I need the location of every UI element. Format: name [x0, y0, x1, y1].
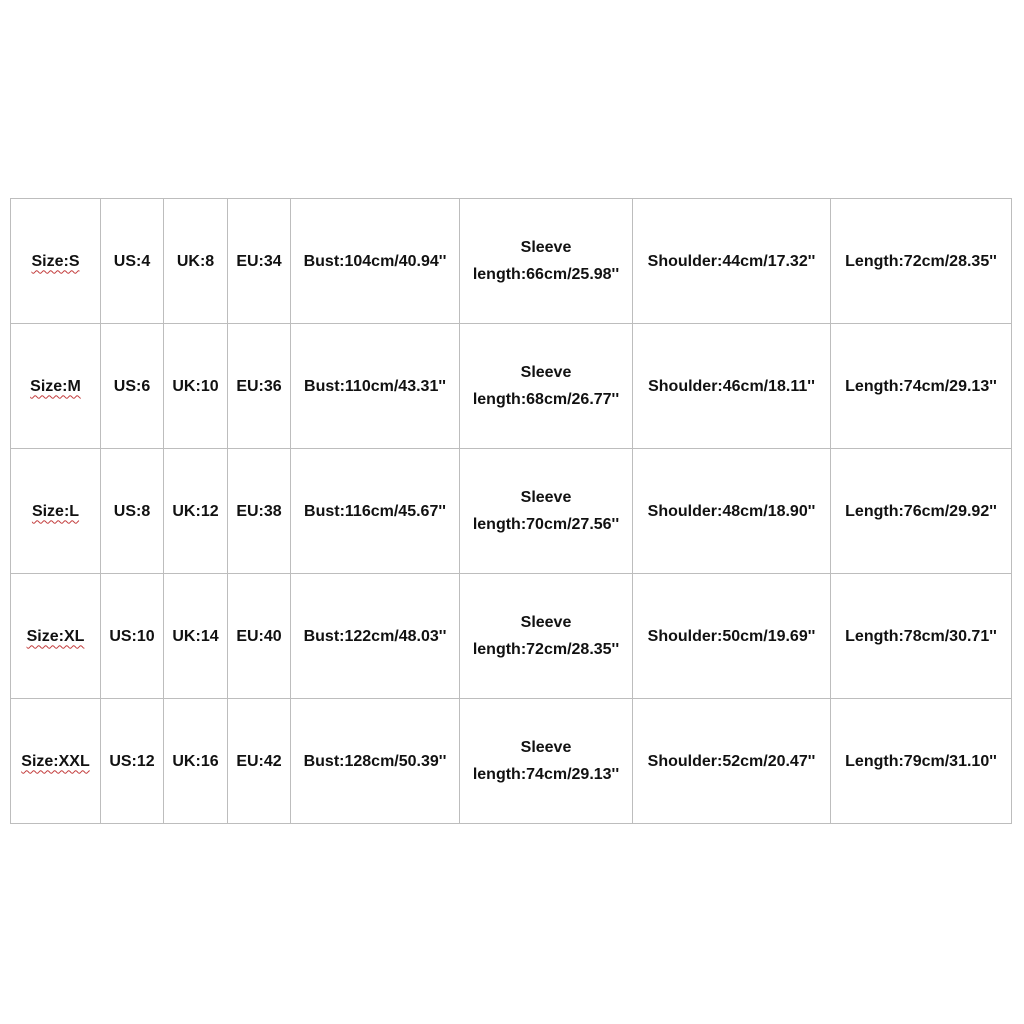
length-cell: Length:72cm/28.35'': [831, 199, 1012, 324]
size-chart-table: [10, 198, 1012, 824]
uk-size-cell: UK:10: [164, 324, 228, 449]
bust-cell: Bust:128cm/50.39'': [291, 699, 460, 824]
size-cell: [11, 449, 101, 574]
length-cell: Length:79cm/31.10'': [831, 699, 1012, 824]
eu-size-cell: EU:36: [228, 324, 291, 449]
uk-size-cell: UK:16: [164, 699, 228, 824]
sleeve-length-cell: [460, 199, 633, 324]
sleeve-label: Sleeve: [520, 489, 572, 506]
uk-size-cell: UK:14: [164, 574, 228, 699]
bust-cell: Bust:116cm/45.67'': [291, 449, 460, 574]
sleeve-length-cell: [460, 699, 633, 824]
shoulder-cell: Shoulder:52cm/20.47'': [633, 699, 831, 824]
sleeve-value: length:72cm/28.35'': [472, 641, 620, 658]
shoulder-cell: Shoulder:46cm/18.11'': [633, 324, 831, 449]
us-size-cell: US:10: [101, 574, 164, 699]
sleeve-length-cell: [460, 449, 633, 574]
eu-size-cell: EU:40: [228, 574, 291, 699]
length-cell: Length:78cm/30.71'': [831, 574, 1012, 699]
sleeve-length-cell: [460, 574, 633, 699]
size-label: Size:XL: [26, 627, 85, 645]
us-size-cell: US:12: [101, 699, 164, 824]
shoulder-cell: Shoulder:50cm/19.69'': [633, 574, 831, 699]
eu-size-cell: EU:34: [228, 199, 291, 324]
us-size-cell: US:4: [101, 199, 164, 324]
size-cell: [11, 324, 101, 449]
size-row-l: [11, 449, 1012, 574]
size-label: Size:M: [30, 377, 81, 395]
size-cell: [11, 699, 101, 824]
sleeve-label: Sleeve: [520, 364, 572, 381]
size-cell: [11, 199, 101, 324]
size-row-xxl: [11, 699, 1012, 824]
eu-size-cell: EU:38: [228, 449, 291, 574]
shoulder-cell: Shoulder:44cm/17.32'': [633, 199, 831, 324]
sleeve-label: Sleeve: [520, 739, 572, 756]
bust-cell: Bust:104cm/40.94'': [291, 199, 460, 324]
sleeve-label: Sleeve: [520, 614, 572, 631]
eu-size-cell: EU:42: [228, 699, 291, 824]
us-size-cell: US:6: [101, 324, 164, 449]
size-label: Size:XXL: [21, 752, 90, 770]
uk-size-cell: UK:8: [164, 199, 228, 324]
sleeve-value: length:68cm/26.77'': [472, 391, 620, 408]
size-label: Size:S: [31, 252, 80, 270]
sleeve-label: Sleeve: [520, 239, 572, 256]
bust-cell: Bust:122cm/48.03'': [291, 574, 460, 699]
size-cell: [11, 574, 101, 699]
size-label: Size:L: [31, 502, 80, 520]
size-row-m: [11, 324, 1012, 449]
uk-size-cell: UK:12: [164, 449, 228, 574]
length-cell: Length:74cm/29.13'': [831, 324, 1012, 449]
sleeve-value: length:70cm/27.56'': [472, 516, 620, 533]
size-row-s: [11, 199, 1012, 324]
sleeve-value: length:74cm/29.13'': [472, 766, 620, 783]
size-row-xl: [11, 574, 1012, 699]
us-size-cell: US:8: [101, 449, 164, 574]
sleeve-value: length:66cm/25.98'': [472, 266, 620, 283]
length-cell: Length:76cm/29.92'': [831, 449, 1012, 574]
shoulder-cell: Shoulder:48cm/18.90'': [633, 449, 831, 574]
sleeve-length-cell: [460, 324, 633, 449]
bust-cell: Bust:110cm/43.31'': [291, 324, 460, 449]
